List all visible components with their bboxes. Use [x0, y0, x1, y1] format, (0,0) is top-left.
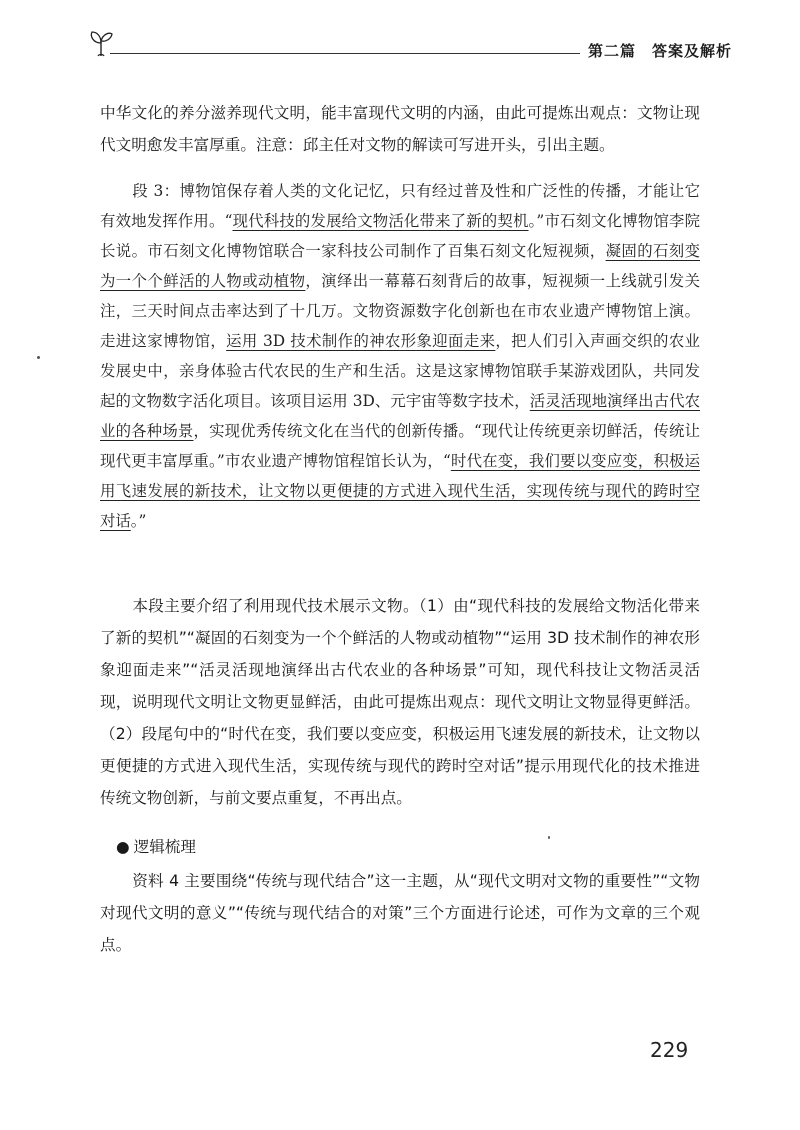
underlined-phrase: 时代在变，我们要以变应变，积极运用飞速发展的新技术，让文物以更便捷的方式进入现代生活，实现传统与现代的跨时空对话	[100, 452, 700, 530]
page-number: 229	[650, 1038, 689, 1062]
scan-speck	[37, 356, 40, 359]
section-title: 第二篇 答案及解析	[588, 42, 733, 60]
logic-heading: ● 逻辑梳理	[116, 838, 196, 856]
scan-speck	[548, 836, 550, 839]
paragraph-analysis: 本段主要介绍了利用现代技术展示文物。（1）由“现代科技的发展给文物活化带来了新的契机”“凝固的石刻变为一个个鲜活的人物或动植物”“运用 3D 技术制作的神农形象迎面走来”“活灵活现地演绎出古代农业的各种场景”可知，现代科技让文物活灵活现，说明现代文明让文物更显鲜活，由此可提炼出观点：现代文明让文物显得更鲜活。（2）段尾句中的“时代在变，我们要以变应变，积极运用飞速发展的新技术，让文物以更便捷的方式进入现代生活，实现传统与现代的跨时空对话”提示用现代化的技术推进传统文物创新，与前文要点重复，不再出点。	[100, 597, 700, 807]
underlined-phrase: 运用 3D 技术制作的神农形象迎面走来	[226, 332, 496, 350]
underlined-phrase: 凝固的石刻变为一个个鲜活的人物或动植物	[100, 242, 700, 290]
paragraph-intro: 中华文化的养分滋养现代文明，能丰富现代文明的内涵，由此可提炼出观点：文物让现代文明愈发丰富厚重。注意：邱主任对文物的解读可写进开头，引出主题。	[100, 104, 700, 154]
page-header	[88, 28, 733, 68]
underlined-phrase: 现代科技的发展给文物活化带来了新的契机	[232, 212, 529, 230]
header-rule	[110, 53, 580, 54]
filled-circle-bullet-icon: ●	[116, 838, 130, 856]
paragraph-source-material: 段 3：博物馆保存着人类的文化记忆，只有经过普及性和广泛性的传播，才能让它有效地发挥作用。“现代科技的发展给文物活化带来了新的契机。”市石刻文化博物馆李院长说。市石刻文化博物馆联合一家科技公司制作了百集石刻文化短视频，凝固的石刻变为一个个鲜活的人物或动植物，演绎出一幕幕石刻背后的故事，短视频一上线就引发关注，三天时间点击率达到了十几万。文物资源数字化创新也在市农业遗产博物馆上演。走进这家博物馆，运用 3D 技术制作的神农形象迎面走来，把人们引入声画交织的农业发展史中，亲身体验古代农民的生产和生活。这是这家博物馆联手某游戏团队，共同发起的文物数字活化项目。该项目运用 3D、元宇宙等数字技术，活灵活现地演绎出古代农业的各种场景，实现优秀传统文化在当代的创新传播。“现代让传统更亲切鲜活，传统让现代更丰富厚重。”市农业遗产博物馆程馆长认为，“时代在变，我们要以变应变，积极运用飞速发展的新技术，让文物以更便捷的方式进入现代生活，实现传统与现代的跨时空对话。”	[100, 182, 700, 530]
underlined-phrase: 活灵活现地演绎出古代农业的各种场景	[100, 392, 700, 440]
paragraph-summary: 资料 4 主要围绕“传统与现代结合”这一主题，从“现代文明对文物的重要性”“文物对现代文明的意义”“传统与现代结合的对策”三个方面进行论述，可作为文章的三个观点。	[100, 872, 700, 954]
